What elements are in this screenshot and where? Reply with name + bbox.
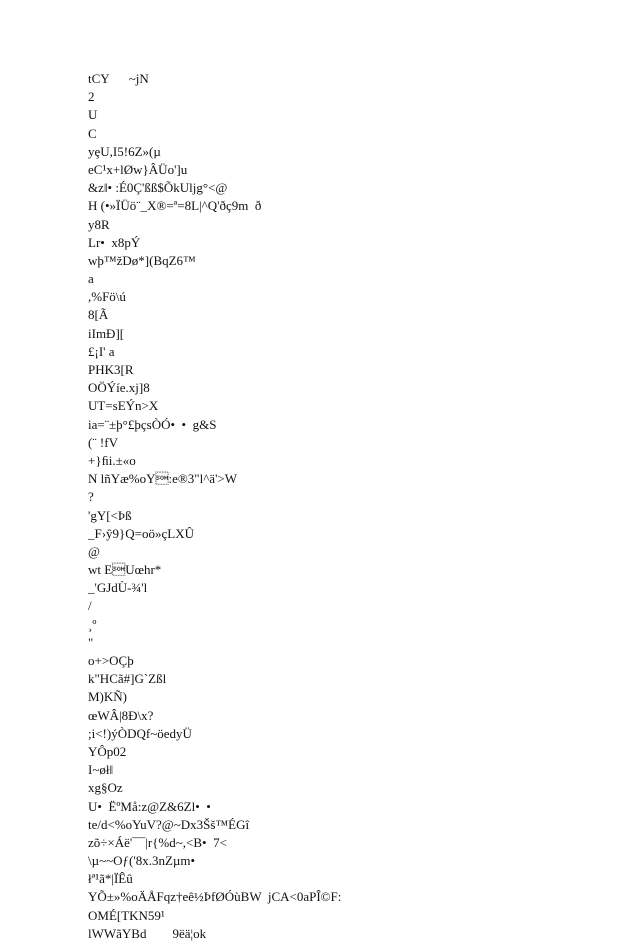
text-line: +}ﬁi.±«o [88,452,136,468]
text-line: N lñYæ%oY:e®3"l^ä'>W [88,471,238,487]
text-line: " [88,634,94,650]
text-line: / [88,598,92,614]
text-line: &z‖• :É0Ç'ßß$ÕkUljg°<@ [88,180,228,196]
text-line: PHK3[R [88,362,134,377]
text-line: C [88,125,97,141]
text-line: I~øł‖ [88,762,114,778]
text-line: wþ™žDø*](BqZ6™ [88,252,196,268]
text-line: k"HCã#]G`Zßl [88,671,167,687]
text-line: _F›ŷ9}Q=oö»çLXÛ [88,525,195,541]
text-line: £¡I' a [88,343,115,359]
text-line: UT=sEÝn>X [88,398,159,414]
text-line: OÖÝíe.xj]8 [88,380,150,396]
text-line: zõ÷×Áë'¯¯|r{%d~,<B• 7< [88,834,227,850]
text-line: H (•»ÏÜö¨_X®=ª=8L|^Q'ðç9m ð [88,198,262,214]
text-line: (¨ !fV [88,434,118,450]
text-line: te/d<%oYuV?@~Dx3Šš™ÉGî [88,816,250,832]
text-line: ;i<!)ýÒDQf~öedyÜ [88,725,192,741]
text-line: łª¹ã*|ÏÊû [88,871,133,887]
text-line: 2 [88,89,95,105]
document-text [88,70,608,943]
text-line: o+>OÇþ [88,653,134,668]
text-line: iImÐ][ [88,325,125,341]
text-line: 8[Ã [88,307,109,323]
text-line: ,%Fö\ú [88,289,126,305]
text-line: YÔp02 [88,743,127,759]
text-line: _'GJdÙ-¾'l [88,580,148,596]
text-line: U [88,107,98,123]
text-line: OMÉ[TKN59¹ [88,907,165,923]
text-line: yȩU,I5!6Z»(µ [88,143,161,159]
text-line: \µ~~Oƒ('8x.3nZµm• [88,853,196,869]
text-line: œWÂ|8Ð\x? [88,707,154,723]
text-line: a [88,271,94,287]
text-line: @ [88,543,100,559]
text-line: lWWãYBd 9ëä¦ok [88,925,207,941]
text-line: wt EUœhr* [88,562,162,578]
text-line: 'gY[<Þß [88,507,132,523]
text-line: YÕ±»%oÄÅFqz†eê½ÞfØÓùBW jCA<0aPÎ©F: [88,889,342,905]
text-line: ? [88,489,94,505]
text-line: M)KÑ) [88,689,127,705]
text-line: ¸º [88,616,97,632]
text-line: xg§Oz [88,780,123,796]
text-line: ia=¨±þ°£þçsÒÓ• • g&S [88,416,217,432]
text-line: eC¹x+lØw}ÂÜo']u [88,161,188,177]
text-line: y8R [88,216,110,232]
text-line: Lr• x8pÝ [88,234,141,250]
text-line: tCY ~jN [88,71,149,86]
text-line: U• ËºMå:z@Z&6Zl• • [88,798,211,814]
